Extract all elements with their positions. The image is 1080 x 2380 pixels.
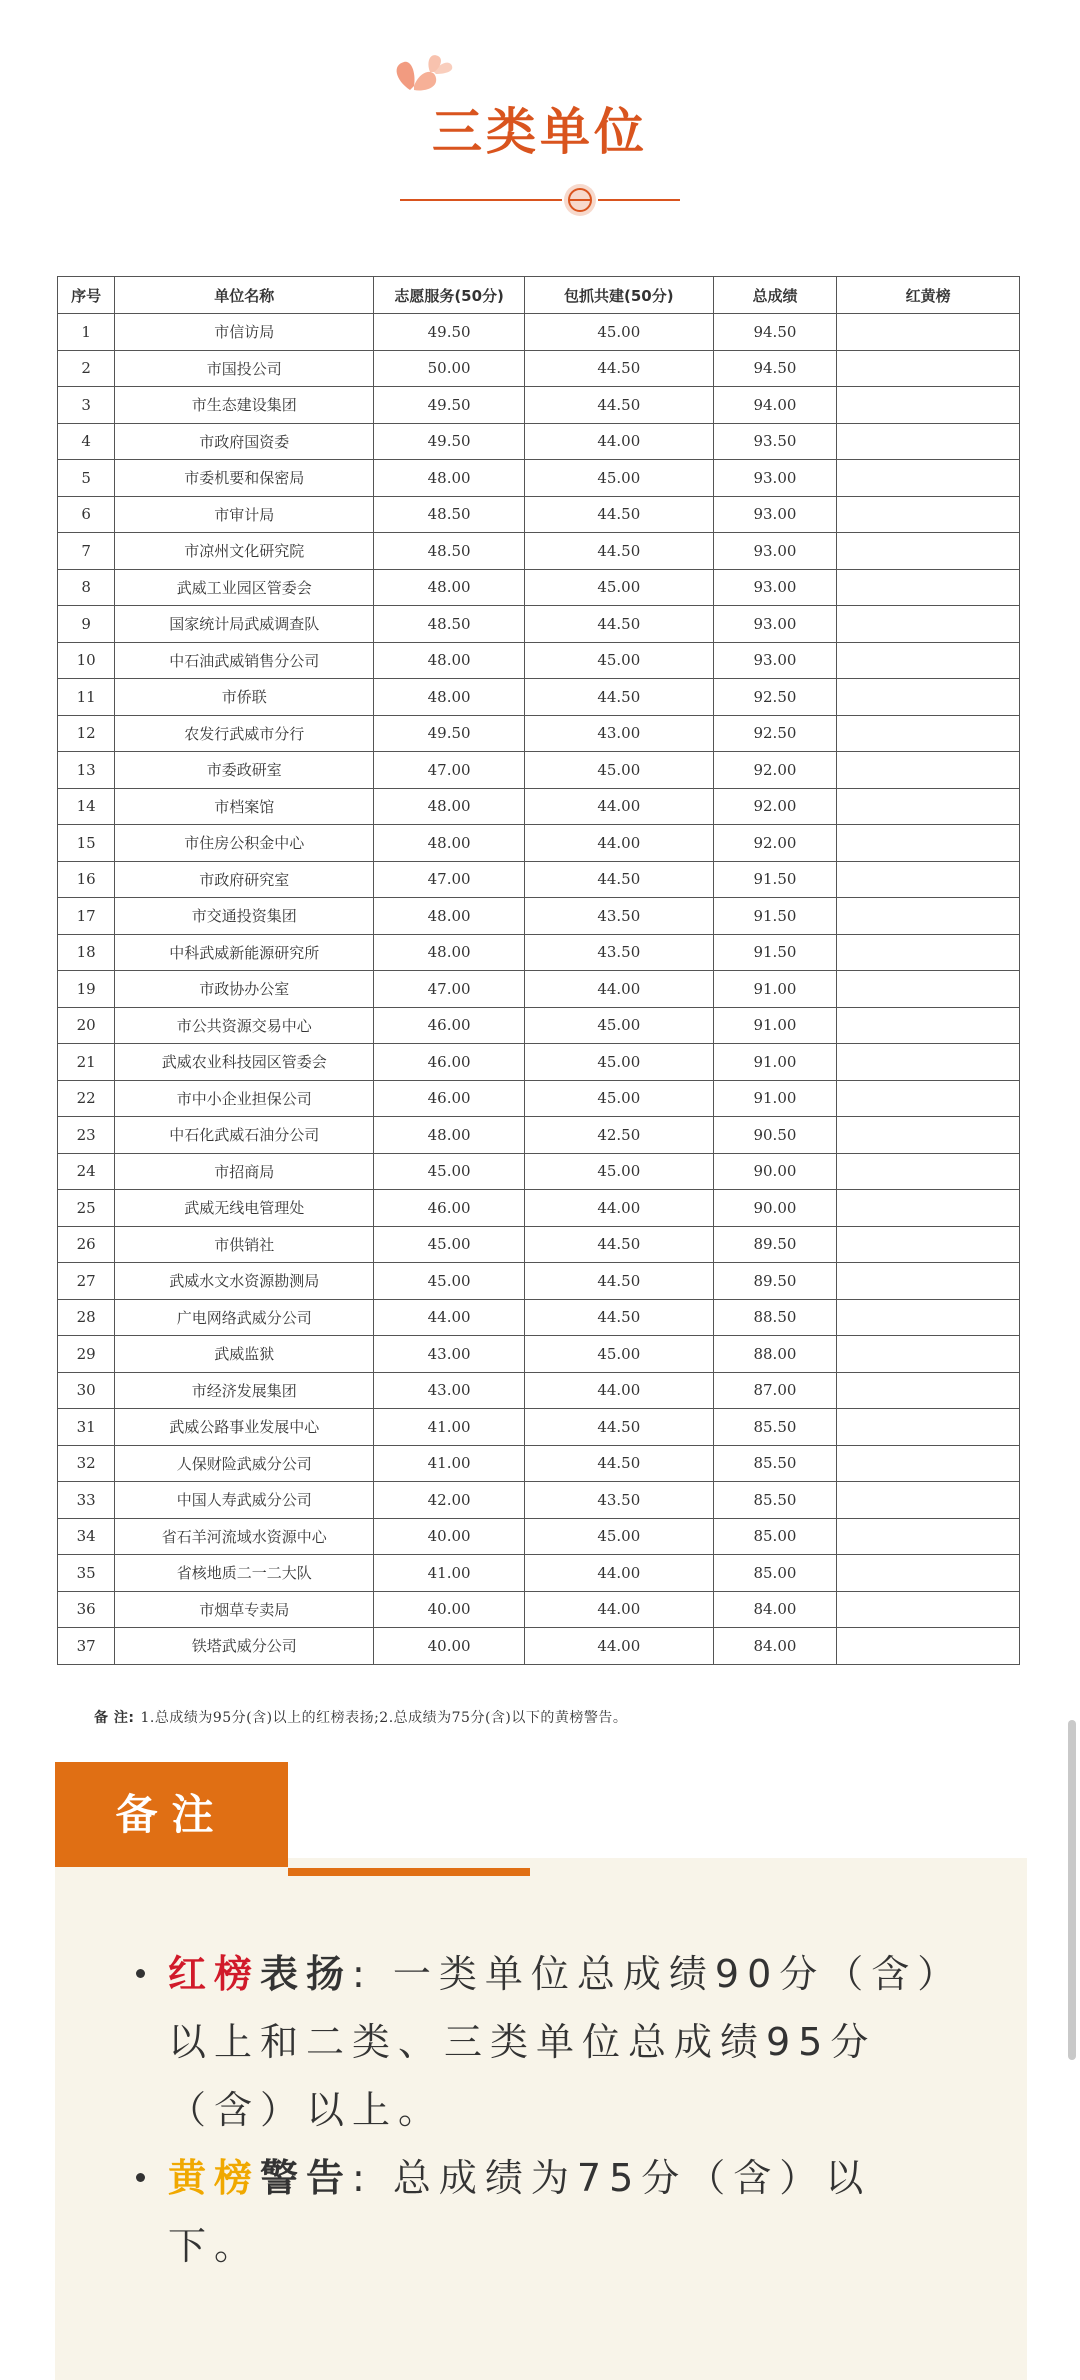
cell-joint-score: 44.50: [524, 606, 713, 643]
cell-joint-score: 45.00: [524, 460, 713, 497]
yellow-list-word: 黄榜: [168, 2156, 261, 2200]
cell-unit-name: 市政府研究室: [115, 861, 374, 898]
cell-volunteer-score: 46.00: [374, 1190, 525, 1227]
cell-volunteer-score: 49.50: [374, 423, 525, 460]
cell-volunteer-score: 48.00: [374, 788, 525, 825]
cell-volunteer-score: 48.50: [374, 496, 525, 533]
table-row: [58, 934, 1020, 971]
cell-volunteer-score: 45.00: [374, 1153, 525, 1190]
cell-index: 37: [58, 1628, 115, 1665]
cell-total-score: 93.00: [713, 642, 837, 679]
cell-volunteer-score: 41.00: [374, 1555, 525, 1592]
cell-unit-name: 省核地质二一二大队: [115, 1555, 374, 1592]
table-row: [58, 971, 1020, 1008]
cell-total-score: 92.00: [713, 825, 837, 862]
cell-index: 29: [58, 1336, 115, 1373]
table-footnote: [94, 1707, 627, 1727]
cell-volunteer-score: 50.00: [374, 350, 525, 387]
cell-index: 21: [58, 1044, 115, 1081]
cell-unit-name: 市委机要和保密局: [115, 460, 374, 497]
cell-joint-score: 43.50: [524, 1482, 713, 1519]
cell-joint-score: 45.00: [524, 752, 713, 789]
cell-total-score: 93.00: [713, 569, 837, 606]
cell-red-yellow: [837, 1482, 1020, 1519]
table-row: [58, 1409, 1020, 1446]
cell-volunteer-score: 49.50: [374, 387, 525, 424]
cell-joint-score: 44.00: [524, 1372, 713, 1409]
header-joint-building: 包抓共建(50分): [524, 277, 713, 314]
cell-volunteer-score: 43.00: [374, 1372, 525, 1409]
cell-volunteer-score: 40.00: [374, 1518, 525, 1555]
table-row: [58, 606, 1020, 643]
table-row: [58, 1263, 1020, 1300]
cell-total-score: 91.00: [713, 1007, 837, 1044]
cell-red-yellow: [837, 606, 1020, 643]
cell-index: 10: [58, 642, 115, 679]
cell-index: 20: [58, 1007, 115, 1044]
table-header-row: [58, 277, 1020, 314]
cell-red-yellow: [837, 1007, 1020, 1044]
cell-total-score: 90.00: [713, 1153, 837, 1190]
cell-total-score: 89.50: [713, 1226, 837, 1263]
cell-joint-score: 44.00: [524, 1555, 713, 1592]
cell-index: 18: [58, 934, 115, 971]
cell-total-score: 93.50: [713, 423, 837, 460]
table-row: [58, 1372, 1020, 1409]
cell-joint-score: 44.50: [524, 861, 713, 898]
cell-index: 3: [58, 387, 115, 424]
cell-joint-score: 43.50: [524, 934, 713, 971]
cell-red-yellow: [837, 934, 1020, 971]
cell-red-yellow: [837, 460, 1020, 497]
cell-index: 22: [58, 1080, 115, 1117]
table-row: [58, 423, 1020, 460]
cell-red-yellow: [837, 1518, 1020, 1555]
cell-volunteer-score: 48.50: [374, 533, 525, 570]
cell-unit-name: 市烟草专卖局: [115, 1591, 374, 1628]
cell-unit-name: 市凉州文化研究院: [115, 533, 374, 570]
cell-index: 19: [58, 971, 115, 1008]
table-row: [58, 1007, 1020, 1044]
table-row: [58, 460, 1020, 497]
cell-joint-score: 45.00: [524, 1007, 713, 1044]
cell-index: 17: [58, 898, 115, 935]
header-index: 序号: [58, 277, 115, 314]
cell-unit-name: 中国人寿武威分公司: [115, 1482, 374, 1519]
cell-index: 31: [58, 1409, 115, 1446]
header-volunteer-service: 志愿服务(50分): [374, 277, 525, 314]
score-table-container: [57, 276, 1020, 1665]
cell-joint-score: 44.00: [524, 423, 713, 460]
cell-index: 25: [58, 1190, 115, 1227]
cell-red-yellow: [837, 642, 1020, 679]
score-table: [57, 276, 1020, 1665]
cell-red-yellow: [837, 752, 1020, 789]
notes-tab: 备注: [55, 1762, 288, 1867]
cell-unit-name: 武威农业科技园区管委会: [115, 1044, 374, 1081]
cell-volunteer-score: 47.00: [374, 971, 525, 1008]
cell-volunteer-score: 46.00: [374, 1007, 525, 1044]
cell-red-yellow: [837, 1336, 1020, 1373]
cell-red-yellow: [837, 898, 1020, 935]
cell-total-score: 94.50: [713, 314, 837, 351]
table-row: [58, 496, 1020, 533]
cell-red-yellow: [837, 1628, 1020, 1665]
cell-joint-score: 44.50: [524, 387, 713, 424]
table-row: [58, 642, 1020, 679]
cell-unit-name: 市交通投资集团: [115, 898, 374, 935]
table-row: [58, 752, 1020, 789]
table-row: [58, 825, 1020, 862]
cell-red-yellow: [837, 387, 1020, 424]
cell-total-score: 84.00: [713, 1591, 837, 1628]
cell-total-score: 89.50: [713, 1263, 837, 1300]
yellow-list-text: : 总成绩为75分（含）以下。: [168, 2156, 872, 2268]
cell-unit-name: 市供销社: [115, 1226, 374, 1263]
table-row: [58, 1153, 1020, 1190]
header-total-score: 总成绩: [713, 277, 837, 314]
cell-volunteer-score: 45.00: [374, 1263, 525, 1300]
cell-joint-score: 45.00: [524, 569, 713, 606]
cell-index: 1: [58, 314, 115, 351]
cell-unit-name: 武威公路事业发展中心: [115, 1409, 374, 1446]
cell-red-yellow: [837, 1080, 1020, 1117]
cell-index: 5: [58, 460, 115, 497]
cell-index: 24: [58, 1153, 115, 1190]
cell-total-score: 94.00: [713, 387, 837, 424]
cell-index: 2: [58, 350, 115, 387]
cell-unit-name: 国家统计局武威调查队: [115, 606, 374, 643]
cell-volunteer-score: 40.00: [374, 1591, 525, 1628]
cell-index: 6: [58, 496, 115, 533]
cell-unit-name: 铁塔武威分公司: [115, 1628, 374, 1665]
table-row: [58, 1518, 1020, 1555]
cell-unit-name: 中石油武威销售分公司: [115, 642, 374, 679]
cell-unit-name: 省石羊河流域水资源中心: [115, 1518, 374, 1555]
cell-total-score: 85.50: [713, 1445, 837, 1482]
note-red-list: [130, 1940, 960, 2144]
cell-red-yellow: [837, 533, 1020, 570]
cell-volunteer-score: 47.00: [374, 752, 525, 789]
cell-joint-score: 43.50: [524, 898, 713, 935]
cell-volunteer-score: 44.00: [374, 1299, 525, 1336]
red-list-text: : 一类单位总成绩90分（含）以上和二类、三类单位总成绩95分（含）以上。: [168, 1952, 945, 2132]
cell-red-yellow: [837, 1555, 1020, 1592]
cell-red-yellow: [837, 679, 1020, 716]
cell-index: 11: [58, 679, 115, 716]
cell-joint-score: 44.50: [524, 350, 713, 387]
cell-index: 8: [58, 569, 115, 606]
cell-total-score: 94.50: [713, 350, 837, 387]
red-list-keyword: 表扬: [260, 1952, 353, 1996]
cell-unit-name: 市信访局: [115, 314, 374, 351]
cell-index: 30: [58, 1372, 115, 1409]
cell-total-score: 93.00: [713, 460, 837, 497]
cell-joint-score: 44.50: [524, 679, 713, 716]
cell-volunteer-score: 48.50: [374, 606, 525, 643]
cell-red-yellow: [837, 1299, 1020, 1336]
cell-total-score: 85.00: [713, 1555, 837, 1592]
cell-joint-score: 44.50: [524, 1409, 713, 1446]
cell-total-score: 85.50: [713, 1482, 837, 1519]
table-row: [58, 533, 1020, 570]
cell-index: 16: [58, 861, 115, 898]
cell-total-score: 87.00: [713, 1372, 837, 1409]
cell-joint-score: 44.00: [524, 788, 713, 825]
cell-total-score: 93.00: [713, 606, 837, 643]
table-row: [58, 1044, 1020, 1081]
cell-red-yellow: [837, 825, 1020, 862]
cell-volunteer-score: 48.00: [374, 825, 525, 862]
cell-unit-name: 中科武威新能源研究所: [115, 934, 374, 971]
cell-red-yellow: [837, 971, 1020, 1008]
table-row: [58, 1591, 1020, 1628]
cell-joint-score: 44.50: [524, 533, 713, 570]
table-row: [58, 1299, 1020, 1336]
cell-index: 35: [58, 1555, 115, 1592]
cell-unit-name: 市国投公司: [115, 350, 374, 387]
table-row: [58, 314, 1020, 351]
cell-total-score: 92.00: [713, 788, 837, 825]
table-row: [58, 715, 1020, 752]
cell-total-score: 93.00: [713, 496, 837, 533]
cell-unit-name: 市政府国资委: [115, 423, 374, 460]
cell-total-score: 91.00: [713, 1044, 837, 1081]
cell-red-yellow: [837, 715, 1020, 752]
cell-joint-score: 45.00: [524, 1336, 713, 1373]
cell-joint-score: 44.00: [524, 1190, 713, 1227]
title-divider-ornament: [400, 180, 680, 220]
cell-red-yellow: [837, 1190, 1020, 1227]
table-row: [58, 1336, 1020, 1373]
cell-red-yellow: [837, 423, 1020, 460]
cell-total-score: 88.50: [713, 1299, 837, 1336]
cell-volunteer-score: 49.50: [374, 715, 525, 752]
cell-volunteer-score: 46.00: [374, 1044, 525, 1081]
cell-total-score: 90.00: [713, 1190, 837, 1227]
cell-total-score: 91.00: [713, 1080, 837, 1117]
table-row: [58, 679, 1020, 716]
cell-unit-name: 武威工业园区管委会: [115, 569, 374, 606]
scrollbar[interactable]: [1068, 1720, 1076, 2060]
cell-unit-name: 广电网络武威分公司: [115, 1299, 374, 1336]
table-row: [58, 1117, 1020, 1154]
cell-total-score: 84.00: [713, 1628, 837, 1665]
cell-joint-score: 44.50: [524, 1445, 713, 1482]
table-body: [58, 314, 1020, 1665]
cell-joint-score: 45.00: [524, 642, 713, 679]
notes-list: [130, 1940, 960, 2280]
cell-index: 7: [58, 533, 115, 570]
table-row: [58, 569, 1020, 606]
cell-volunteer-score: 48.00: [374, 934, 525, 971]
cell-unit-name: 人保财险武威分公司: [115, 1445, 374, 1482]
table-row: [58, 1445, 1020, 1482]
red-list-word: 红榜: [168, 1952, 261, 1996]
cell-joint-score: 45.00: [524, 1153, 713, 1190]
cell-total-score: 91.50: [713, 934, 837, 971]
cell-joint-score: 45.00: [524, 1518, 713, 1555]
cell-index: 14: [58, 788, 115, 825]
cell-volunteer-score: 48.00: [374, 1117, 525, 1154]
cell-total-score: 85.00: [713, 1518, 837, 1555]
cell-red-yellow: [837, 1153, 1020, 1190]
cell-unit-name: 市中小企业担保公司: [115, 1080, 374, 1117]
cell-total-score: 92.50: [713, 679, 837, 716]
cell-joint-score: 45.00: [524, 314, 713, 351]
cell-joint-score: 44.00: [524, 971, 713, 1008]
cell-red-yellow: [837, 569, 1020, 606]
cell-joint-score: 43.00: [524, 715, 713, 752]
cell-index: 32: [58, 1445, 115, 1482]
cell-index: 34: [58, 1518, 115, 1555]
cell-red-yellow: [837, 1372, 1020, 1409]
cell-red-yellow: [837, 861, 1020, 898]
cell-unit-name: 市招商局: [115, 1153, 374, 1190]
table-row: [58, 1190, 1020, 1227]
cell-joint-score: 44.50: [524, 1263, 713, 1300]
cell-red-yellow: [837, 1409, 1020, 1446]
cell-volunteer-score: 40.00: [374, 1628, 525, 1665]
cell-volunteer-score: 41.00: [374, 1409, 525, 1446]
cell-red-yellow: [837, 314, 1020, 351]
page-title: 三类单位: [432, 103, 648, 161]
cell-volunteer-score: 48.00: [374, 679, 525, 716]
table-row: [58, 898, 1020, 935]
cell-volunteer-score: 46.00: [374, 1080, 525, 1117]
cell-total-score: 88.00: [713, 1336, 837, 1373]
cell-joint-score: 45.00: [524, 1044, 713, 1081]
cell-joint-score: 44.50: [524, 496, 713, 533]
cell-red-yellow: [837, 1445, 1020, 1482]
cell-volunteer-score: 41.00: [374, 1445, 525, 1482]
cell-volunteer-score: 42.00: [374, 1482, 525, 1519]
yellow-list-keyword: 警告: [260, 2156, 353, 2200]
cell-index: 13: [58, 752, 115, 789]
cell-volunteer-score: 43.00: [374, 1336, 525, 1373]
table-row: [58, 788, 1020, 825]
cell-unit-name: 武威无线电管理处: [115, 1190, 374, 1227]
cell-total-score: 90.50: [713, 1117, 837, 1154]
cell-joint-score: 45.00: [524, 1080, 713, 1117]
cell-volunteer-score: 48.00: [374, 460, 525, 497]
cell-index: 23: [58, 1117, 115, 1154]
cell-unit-name: 市住房公积金中心: [115, 825, 374, 862]
cell-volunteer-score: 48.00: [374, 642, 525, 679]
cell-unit-name: 武威监狱: [115, 1336, 374, 1373]
cell-red-yellow: [837, 1117, 1020, 1154]
cell-unit-name: 市公共资源交易中心: [115, 1007, 374, 1044]
cell-total-score: 92.00: [713, 752, 837, 789]
cell-volunteer-score: 48.00: [374, 898, 525, 935]
cell-volunteer-score: 47.00: [374, 861, 525, 898]
notes-tab-underline: [288, 1868, 530, 1876]
table-row: [58, 1226, 1020, 1263]
header-unit-name: 单位名称: [115, 277, 374, 314]
cell-red-yellow: [837, 1591, 1020, 1628]
table-row: [58, 350, 1020, 387]
cell-total-score: 93.00: [713, 533, 837, 570]
cell-total-score: 85.50: [713, 1409, 837, 1446]
cell-unit-name: 市经济发展集团: [115, 1372, 374, 1409]
header-red-yellow-list: 红黄榜: [837, 277, 1020, 314]
table-row: [58, 861, 1020, 898]
table-row: [58, 1482, 1020, 1519]
cell-unit-name: 武威水文水资源勘测局: [115, 1263, 374, 1300]
cell-index: 28: [58, 1299, 115, 1336]
cell-red-yellow: [837, 1044, 1020, 1081]
cell-index: 12: [58, 715, 115, 752]
cell-volunteer-score: 45.00: [374, 1226, 525, 1263]
note-yellow-list: [130, 2144, 960, 2280]
table-row: [58, 1080, 1020, 1117]
table-row: [58, 1628, 1020, 1665]
footnote-text: 1.总成绩为95分(含)以上的红榜表扬;2.总成绩为75分(含)以下的黄榜警告。: [140, 1710, 628, 1726]
cell-unit-name: 农发行武威市分行: [115, 715, 374, 752]
cell-volunteer-score: 49.50: [374, 314, 525, 351]
cell-index: 4: [58, 423, 115, 460]
cell-unit-name: 市委政研室: [115, 752, 374, 789]
cell-unit-name: 市政协办公室: [115, 971, 374, 1008]
cell-total-score: 91.50: [713, 861, 837, 898]
cell-index: 26: [58, 1226, 115, 1263]
cell-index: 33: [58, 1482, 115, 1519]
cell-red-yellow: [837, 350, 1020, 387]
cell-joint-score: 44.00: [524, 1591, 713, 1628]
cell-total-score: 91.00: [713, 971, 837, 1008]
table-row: [58, 1555, 1020, 1592]
footnote-label: 备 注:: [94, 1710, 135, 1726]
cell-unit-name: 市侨联: [115, 679, 374, 716]
cell-joint-score: 44.00: [524, 1628, 713, 1665]
cell-joint-score: 44.50: [524, 1299, 713, 1336]
cell-joint-score: 42.50: [524, 1117, 713, 1154]
cell-red-yellow: [837, 1263, 1020, 1300]
cell-index: 15: [58, 825, 115, 862]
cell-index: 9: [58, 606, 115, 643]
title-header: [0, 40, 1080, 220]
cell-joint-score: 44.50: [524, 1226, 713, 1263]
cell-unit-name: 市档案馆: [115, 788, 374, 825]
cell-volunteer-score: 48.00: [374, 569, 525, 606]
cell-unit-name: 市生态建设集团: [115, 387, 374, 424]
cell-unit-name: 中石化武威石油分公司: [115, 1117, 374, 1154]
cell-joint-score: 44.00: [524, 825, 713, 862]
cell-red-yellow: [837, 496, 1020, 533]
cell-total-score: 91.50: [713, 898, 837, 935]
cell-total-score: 92.50: [713, 715, 837, 752]
table-row: [58, 387, 1020, 424]
cell-unit-name: 市审计局: [115, 496, 374, 533]
cell-red-yellow: [837, 788, 1020, 825]
cell-index: 36: [58, 1591, 115, 1628]
cell-red-yellow: [837, 1226, 1020, 1263]
cell-index: 27: [58, 1263, 115, 1300]
